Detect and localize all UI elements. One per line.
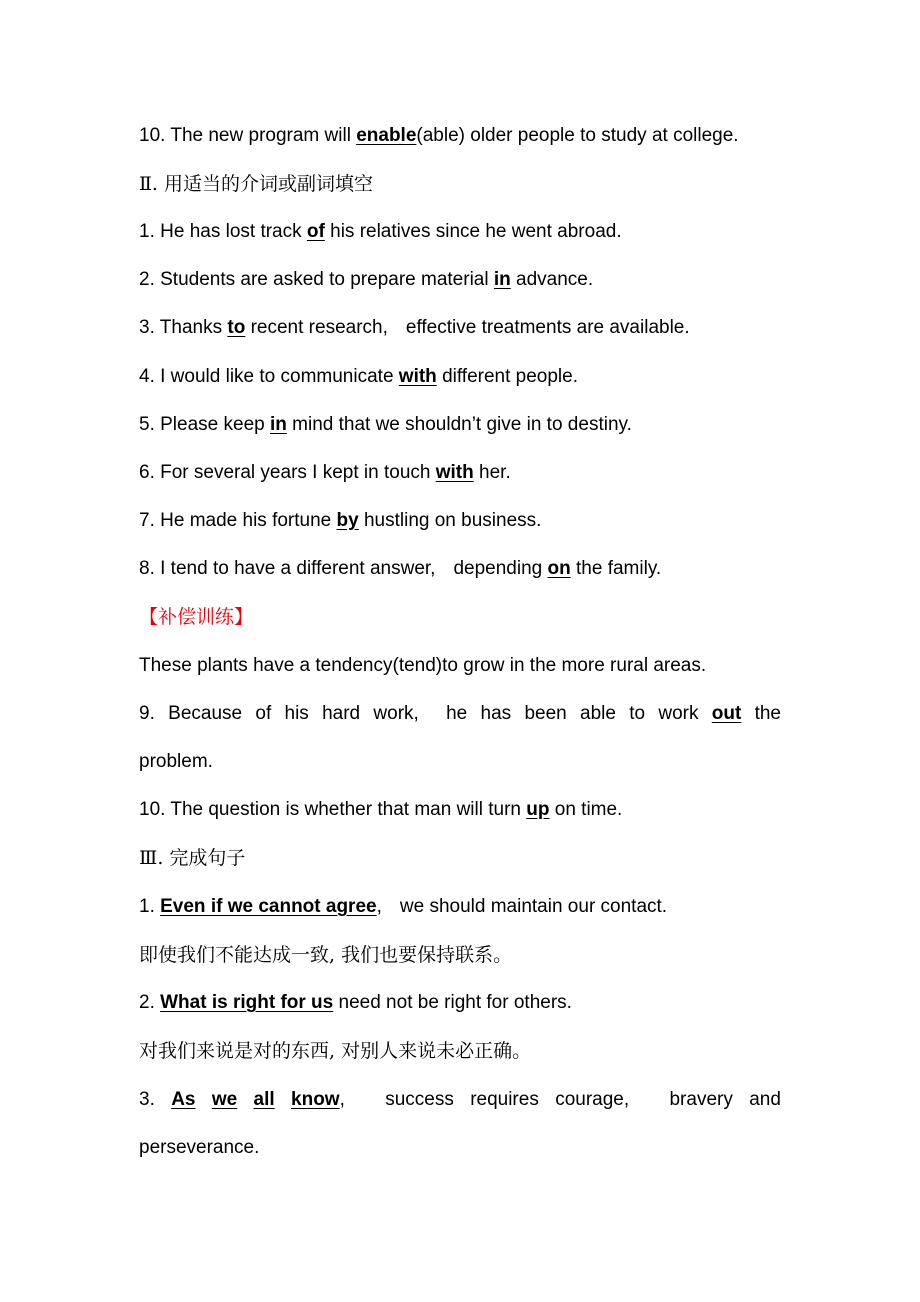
answer-blank: by bbox=[336, 510, 359, 531]
answer-blank: What is right for us bbox=[160, 992, 334, 1013]
word: he bbox=[446, 703, 468, 724]
answer-blank: Even if we cannot agree bbox=[160, 896, 377, 917]
sentence-item-1 bbox=[139, 894, 781, 920]
answer-word-with-comma bbox=[291, 1087, 345, 1113]
answer-blank: to bbox=[227, 317, 246, 338]
answer-blank: with bbox=[435, 462, 474, 483]
item-suffix: , bbox=[376, 896, 382, 917]
answer-word: all bbox=[253, 1089, 275, 1110]
item-suffix: his relatives since he went abroad. bbox=[324, 221, 622, 242]
item-prefix: 5. Please keep bbox=[139, 414, 270, 435]
preposition-item-5 bbox=[139, 412, 781, 438]
item-suffix: her. bbox=[473, 462, 511, 483]
item-suffix: the family. bbox=[570, 558, 662, 579]
word: 9. bbox=[139, 703, 155, 724]
word: work bbox=[658, 703, 699, 724]
item-suffix: recent research, bbox=[245, 317, 388, 338]
word: requires bbox=[470, 1089, 539, 1110]
word: and bbox=[749, 1089, 781, 1110]
item-suffix: need not be right for others. bbox=[333, 992, 572, 1013]
word: success bbox=[385, 1089, 454, 1110]
word: Because bbox=[168, 703, 243, 724]
word: hard bbox=[322, 703, 361, 724]
word: the bbox=[754, 703, 781, 724]
item-prefix: 10. The question is whether that man will turn bbox=[139, 799, 527, 820]
preposition-item-1 bbox=[139, 219, 781, 245]
item-suffix: on time. bbox=[549, 799, 623, 820]
word: courage, bbox=[555, 1089, 630, 1110]
item-suffix-2: we should maintain our contact. bbox=[399, 896, 668, 917]
preposition-item-2 bbox=[139, 267, 781, 293]
item-number: 2. bbox=[139, 992, 161, 1013]
preposition-item-3 bbox=[139, 315, 781, 341]
answer-blank: with bbox=[398, 366, 437, 387]
item-suffix: (able) older people to study at college. bbox=[416, 125, 739, 146]
item-prefix: 1. He has lost track bbox=[139, 221, 307, 242]
item-prefix: 6. For several years I kept in touch bbox=[139, 462, 436, 483]
item-prefix: 4. I would like to communicate bbox=[139, 366, 399, 387]
item-number: 3. bbox=[139, 1089, 155, 1110]
supplement-heading: 【补偿训练】 bbox=[139, 606, 254, 628]
item-prefix: 2. Students are asked to prepare material bbox=[139, 269, 494, 290]
item-prefix: 10. The new program will bbox=[139, 125, 357, 146]
item-number: 1. bbox=[139, 896, 161, 917]
answer-blank: enable bbox=[356, 125, 417, 146]
sentence-item-3 bbox=[139, 1087, 781, 1113]
item-prefix: 8. I tend to have a different answer, bbox=[139, 558, 436, 579]
word: has bbox=[480, 703, 512, 724]
word: able bbox=[580, 703, 616, 724]
translation-2: 对我们来说是对的东西, 对别人来说未必正确。 bbox=[139, 1040, 532, 1062]
answer-blank: up bbox=[526, 799, 550, 820]
preposition-item-8 bbox=[139, 556, 781, 582]
preposition-item-6 bbox=[139, 460, 781, 486]
section-2-heading: Ⅱ. 用适当的介词或副词填空 bbox=[139, 173, 373, 195]
word: of bbox=[255, 703, 272, 724]
vocab-item-10 bbox=[139, 123, 781, 149]
sentence-item-2 bbox=[139, 990, 781, 1016]
supplement-sentence: These plants have a tendency(tend)to grow in the more rural areas. bbox=[139, 655, 707, 676]
word: to bbox=[629, 703, 646, 724]
comma: , bbox=[339, 1089, 345, 1110]
item-suffix-2: effective treatments are available. bbox=[405, 317, 690, 338]
word: been bbox=[524, 703, 567, 724]
item-prefix: 3. Thanks bbox=[139, 317, 228, 338]
answer-blank: in bbox=[493, 269, 511, 290]
item-suffix: hustling on business. bbox=[358, 510, 542, 531]
answer-blank: on bbox=[547, 558, 571, 579]
answer-word: we bbox=[211, 1089, 238, 1110]
word: his bbox=[284, 703, 309, 724]
answer-blank: in bbox=[269, 414, 287, 435]
translation-1: 即使我们不能达成一致, 我们也要保持联系。 bbox=[139, 944, 513, 966]
preposition-item-7 bbox=[139, 508, 781, 534]
preposition-item-4 bbox=[139, 364, 781, 390]
word: bravery bbox=[669, 1089, 733, 1110]
item-suffix: different people. bbox=[436, 366, 578, 387]
sentence-item-3-continuation: perseverance. bbox=[139, 1137, 260, 1158]
supplement-item-9 bbox=[139, 701, 781, 727]
item-prefix: 7. He made his fortune bbox=[139, 510, 337, 531]
section-3-heading: Ⅲ. 完成句子 bbox=[139, 847, 246, 869]
answer-blank: out bbox=[711, 703, 742, 724]
answer-blank: of bbox=[306, 221, 325, 242]
item-suffix: advance. bbox=[510, 269, 594, 290]
word: work, bbox=[373, 703, 419, 724]
answer-word: As bbox=[171, 1089, 196, 1110]
item-prefix-2: depending bbox=[453, 558, 548, 579]
supplement-item-9-continuation: problem. bbox=[139, 751, 213, 772]
answer-word: know bbox=[291, 1089, 340, 1110]
item-suffix: mind that we shouldn’t give in to destiny. bbox=[286, 414, 632, 435]
supplement-item-10 bbox=[139, 797, 781, 823]
